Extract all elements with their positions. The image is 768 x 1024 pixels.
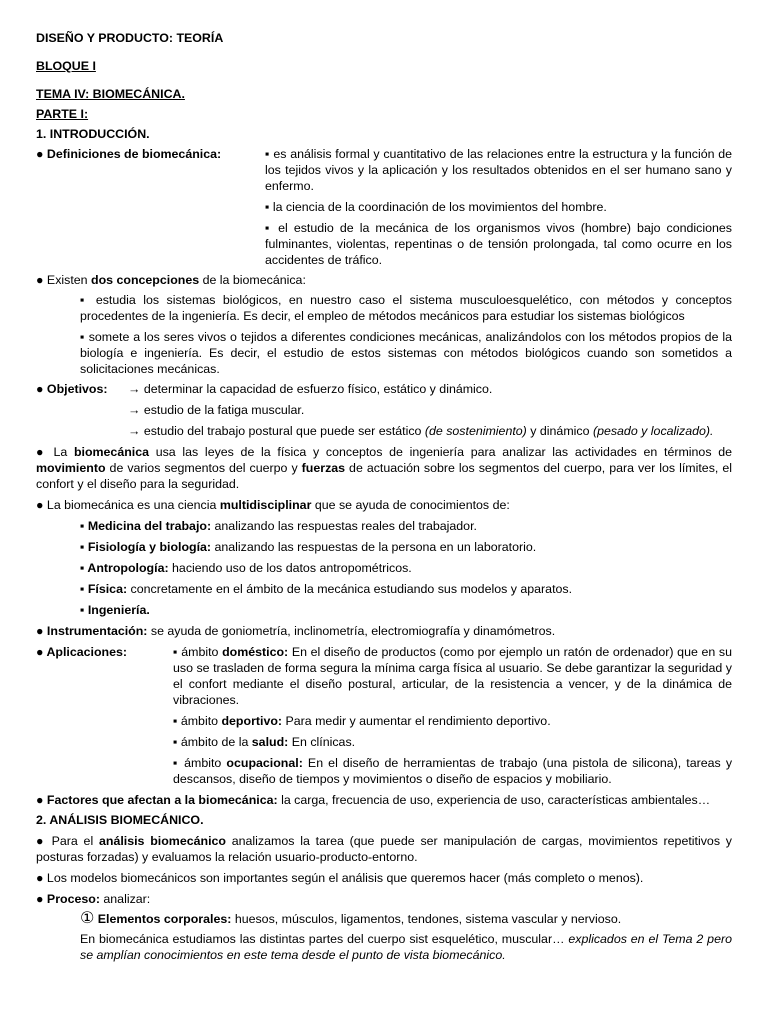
definiciones-block — [36, 146, 732, 268]
disciplina-item: ▪ Fisiología y biología: analizando las respuestas de la persona en un laboratorio. — [80, 540, 537, 554]
disciplina-item: ▪ Física: concretamente en el ámbito de la mecánica estudiando sus modelos y aparatos. — [80, 582, 573, 596]
definicion-item: ▪ es análisis formal y cuantitativo de las relaciones entre la estructura y la función de los tejidos vivos y la aplicación y los resultados obtenidos en el ser humano sano y enfermo. — [265, 147, 732, 193]
biomecanica-paragraph: ● La biomecánica usa las leyes de la física y conceptos de ingeniería para analizar las actividades en términos de movimiento de varios segmentos del cuerpo y fuerzas de actuación sobre los segmentos del cuerpo, para ver los límites, el confort y el diseño para la seguridad. — [36, 445, 733, 491]
proceso-line: ● Proceso: analizar: — [36, 892, 151, 906]
section-2-heading: 2. ANÁLISIS BIOMECÁNICO. — [36, 813, 204, 827]
circled-one-icon: ① — [80, 910, 95, 927]
aplicacion-item: ▪ ámbito de la salud: En clínicas. — [173, 735, 356, 749]
multidisciplinar-intro: ● La biomecánica es una ciencia multidisciplinar que se ayuda de conocimientos de: — [36, 498, 510, 512]
disciplina-item: ▪ Antropología: haciendo uso de los datos antropométricos. — [80, 561, 412, 575]
disciplina-item: ▪ Ingeniería. — [80, 603, 150, 617]
concepciones-list — [80, 292, 732, 377]
disciplinas-list — [80, 518, 732, 618]
objetivo-item: → estudio de la fatiga muscular. — [128, 403, 305, 417]
final-paragraph: En biomecánica estudiamos las distintas partes del cuerpo sist esquelético, muscular… explicados en el Tema 2 pero se amplían conocimientos en este tema desde el punto de vista biomecánico. — [80, 932, 732, 962]
objetivo-item: → estudio del trabajo postural que puede ser estático (de sostenimiento) y dinámico (pesado y localizado). — [128, 424, 714, 438]
factores-line: ● Factores que afectan a la biomecánica: la carga, frecuencia de uso, experiencia de uso, características ambientales… — [36, 793, 711, 807]
concepcion-item: ▪ somete a los seres vivos o tejidos a diferentes condiciones mecánicas, analizándolos con los métodos propios de la biología e ingeniería. Es decir, el estudio de estos sistemas con métodos biológicos cuando son sometidos a solicitaciones mecánicas. — [80, 330, 732, 376]
aplicacion-item: ▪ ámbito deportivo: Para medir y aumentar el rendimiento deportivo. — [173, 714, 551, 728]
aplicaciones-label: ● Aplicaciones: — [36, 645, 128, 659]
aplicacion-item: ▪ ámbito doméstico: En el diseño de productos (como por ejemplo un ratón de ordenador) que en su uso se trasladen de forma segura la mínima carga física al usuario. Se debe garantizar la seguridad y el confort mediante el diseño postural, articular, de la resistencia a vencer, y de la dinámica de vibraciones. — [173, 645, 733, 707]
concepcion-item: ▪ estudia los sistemas biológicos, en nuestro caso el sistema musculoesquelético, con métodos y conceptos procedentes de la ingeniería. Es decir, el empleo de métodos mecánicos para estudiar los sistemas biológicos — [80, 293, 732, 323]
definiciones-label: ● Definiciones de biomecánica: — [36, 147, 222, 161]
parte-heading: PARTE I: — [36, 107, 89, 121]
definicion-item: ▪ la ciencia de la coordinación de los movimientos del hombre. — [265, 200, 607, 214]
definicion-item: ▪ el estudio de la mecánica de los organismos vivos (hombre) bajo condiciones fulminantes, violentas, repentinas o de tensión prolongada, tal como ocurre en los accidentes de tráfico. — [265, 221, 732, 267]
objetivos-label: ● Objetivos: — [36, 382, 108, 396]
tema-heading: TEMA IV: BIOMECÁNICA. — [36, 87, 185, 101]
instrumentacion-line: ● Instrumentación: se ayuda de goniometría, inclinometría, electromiografía y dinamómetros. — [36, 624, 556, 638]
analisis-paragraph: ● Para el análisis biomecánico analizamos la tarea (que puede ser manipulación de cargas, movimientos repetitivos y posturas forzadas) y evaluamos la relación usuario-producto-entorno. — [36, 834, 732, 864]
document-page — [36, 30, 732, 963]
doc-title: DISEÑO Y PRODUCTO: TEORÍA — [36, 31, 224, 45]
modelos-line: ● Los modelos biomecánicos son importantes según el análisis que queremos hacer (más completo o menos). — [36, 871, 644, 885]
section-1-heading: 1. INTRODUCCIÓN. — [36, 127, 150, 141]
disciplina-item: ▪ Medicina del trabajo: analizando las respuestas reales del trabajador. — [80, 519, 477, 533]
elementos-corporales-line: ① Elementos corporales: huesos, músculos, ligamentos, tendones, sistema vascular y nervioso. — [80, 910, 622, 927]
aplicacion-item: ▪ ámbito ocupacional: En el diseño de herramientas de trabajo (una pistola de silicona), tareas y descansos, diseño de tiempos y movimientos o diseño de espacios y mobiliario. — [173, 756, 733, 786]
bloque-heading: BLOQUE I — [36, 59, 96, 73]
concepciones-intro: ● Existen dos concepciones de la biomecánica: — [36, 273, 306, 287]
objetivos-block — [36, 381, 732, 397]
objetivo-item: → determinar la capacidad de esfuerzo físico, estático y dinámico. — [128, 382, 493, 396]
aplicaciones-block — [36, 644, 732, 787]
